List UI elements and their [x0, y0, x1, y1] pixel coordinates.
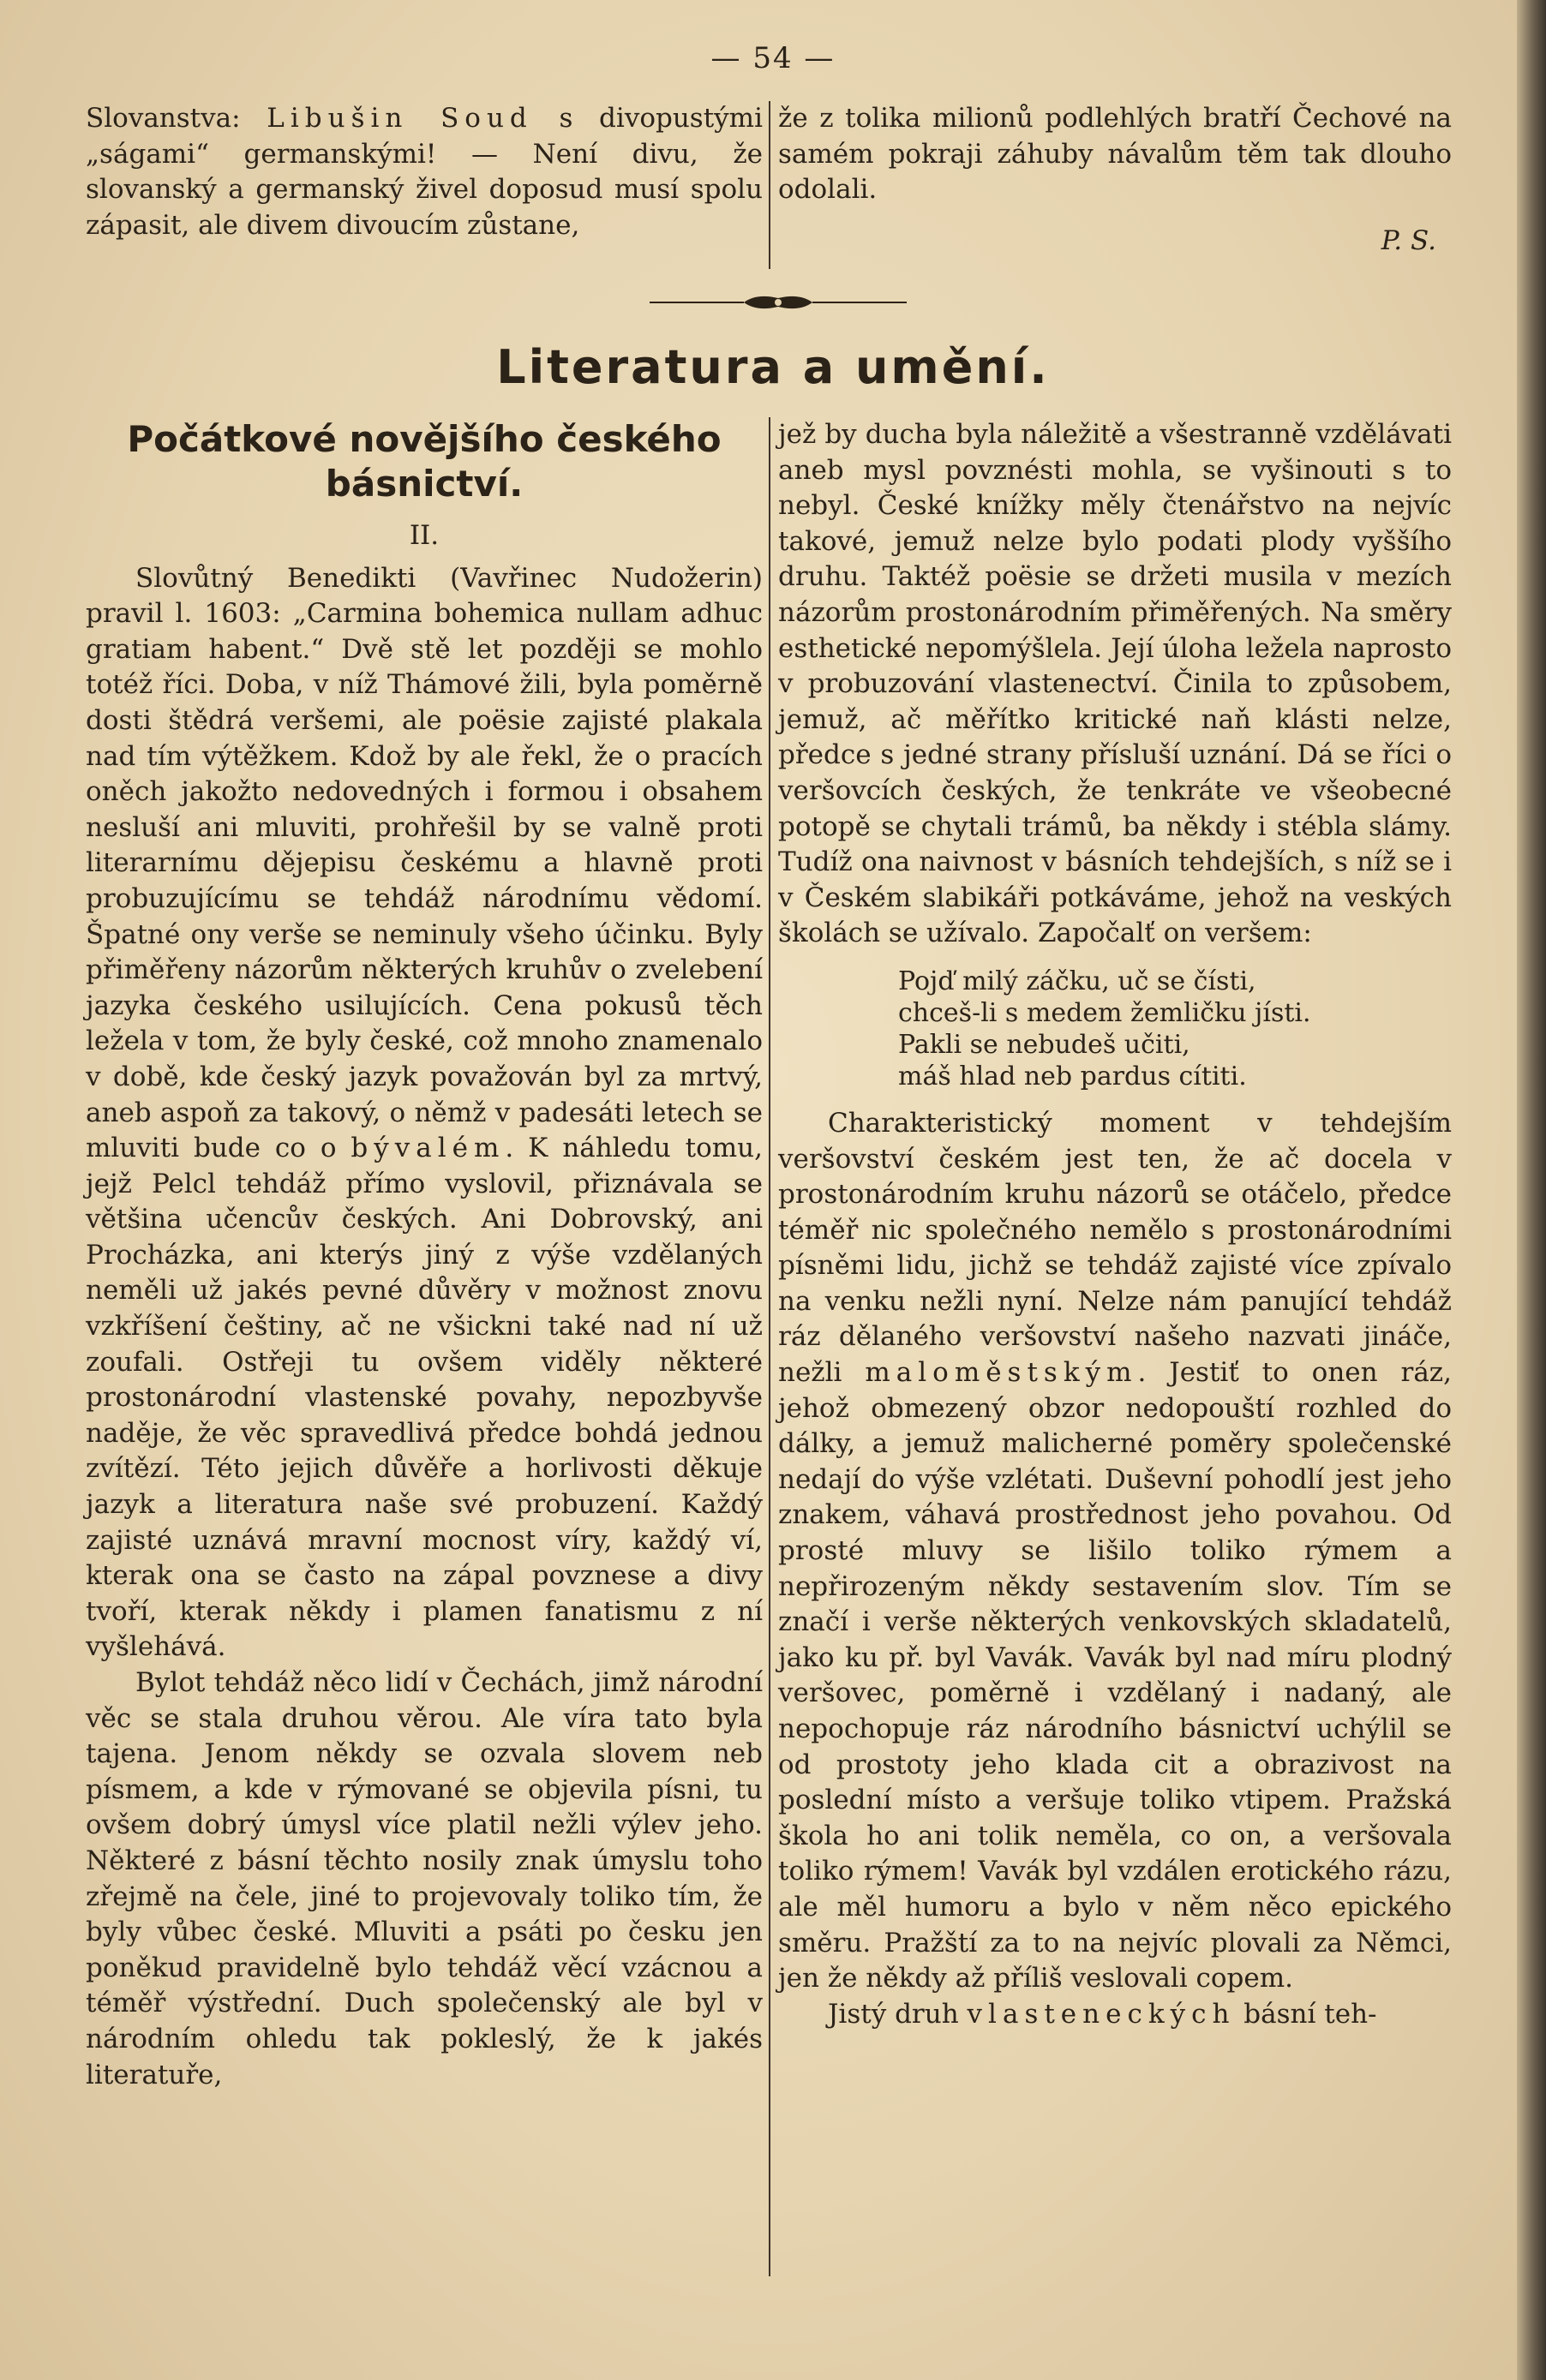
spaced-word: maloměstským — [865, 1357, 1138, 1389]
section-title: Literatura a umění. — [496, 340, 1050, 394]
article-paragraph-2: Bylot tehdáž něco lidí v Čechách, jimž národní věc se stala druhou věrou. Ale víra tato byla tajena. Jenom někdy se ozvala slovem neb písmem, a kde v rýmované se objevila písni, tu ovšem dobrý úmysl více platil nežli výlev jeho. Některé z básní těchto nosily znak úmyslu toho zřejmě na čele, jiné to projevovaly toliko tím, že byly vůbec české. Mluviti a psáti po česku jen poněkud pravidelně bylo tehdáž věcí vzácnou a téměř výstřední. Duch společenský ale byl v národním ohledu tak pokleslý, že k jakés literatuře, — [86, 1667, 763, 2090]
article-paragraph-1 — [86, 561, 763, 1665]
paragraph-text: Jistý druh — [828, 1998, 968, 2030]
spaced-word: bývalém — [351, 1133, 506, 1164]
verse-line: máš hlad neb pardus cítiti. — [898, 1061, 1247, 1091]
ornament-divider-icon — [650, 291, 907, 314]
article-paragraph-3: jež by ducha byla náležitě a všestranně vzdělávati aneb mysl povznésti mohla, se vyšinouti s to nebyl. České knížky měly čtenářstvo na nejvíc takové, jemuž nelze bylo podati plody vyššího druhu. Taktéž poësie se držeti musila v mezích názorům prostonárodním přiměřených. Na směry esthetické nepomýšlela. Její úloha ležela naprosto v probuzování vlastenectví. Činila to způsobem, jemuž, ač měřítko kritické naň klásti nelze, předce s jedné strany přísluší uznání. Dá se říci o veršovcích českých, že tenkráte ve všeobecné potopě se chytali trámů, ba někdy i stébla slámy. Tudíž ona naivnost v básních tehdejších, s níž se i v Českém slabikáři potkáváme, jehož na veských školách se užívalo. Započalť on veršem: — [778, 419, 1452, 949]
top-left-column — [86, 101, 763, 243]
top-left-text-2: s divopustými „ságami“ germanskými! — Není divu, že slovanský a germanský živel doposud musí spolu zápasit, ale divem divoucím zůstane, — [86, 103, 763, 241]
paragraph-text: Slovůtný Benedikti (Vavřinec Nudožerin) pravil l. 1603: „Carmina bohemica nullam adhuc gratiam habent.“ Dvě stě let později se mohlo totéž říci. Doba, v níž Thámové žili, byla poměrně dosti štědrá veršemi, ale poësie zajisté plakala nad tím výtěžkem. Kdož by ale řekl, že o pracích oněch jakožto nedovedných i formou i obsahem nesluší ani mluviti, prohřešil by se valně proti literarnímu dějepisu českému a hlavně proti probuzujícímu se tehdáž národnímu vědomí. Špatné ony verše se neminuly všeho účinku. Byly přiměřeny názorům některých kruhův o zvelebení jazyka českého usilujících. Cena pokusů těch ležela v tom, že byly české, což mnoho znamenalo v době, kde český jazyk považován byl za mrtvý, aneb aspoň za takový, o němž v padesáti letech se mluviti bude co o — [86, 562, 763, 1164]
article-part-number: II. — [409, 520, 440, 551]
author-signature: P. S. — [1381, 224, 1436, 256]
paragraph-text: . K náhledu tomu, jejž Pelcl tehdáž přímo vyslovil, přiznávala se většina učencův českých. Ani Dobrovský, ani Procházka, ani kterýs jiný z výše vzdělaných neměli už jakés pevné důvěry v možnost znovu vzkříšení češtiny, ač ne všickni také nad ní už zoufali. Ostřeji tu ovšem viděly některé prostonárodní vlastenské povahy, nepozbyvše naděje, že věc spravedlivá předce bohdá jednou zvítězí. Této jejich důvěře a horlivosti děkuje jazyk a literatura naše své probuzení. Každý zajisté uznává mravní mocnost víry, každý ví, kterak ona se často na zápal povznese a divy tvoří, kterak někdy i plamen fanatismu z ní vyšlehává. — [86, 1133, 763, 1663]
verse-block — [898, 966, 1452, 1092]
article-paragraph-4 — [778, 1106, 1452, 1997]
top-left-paragraph — [86, 101, 763, 243]
article-left-column — [86, 417, 763, 2093]
spaced-word: vlasteneckých — [967, 1998, 1236, 2030]
verse-line: chceš-li s medem žemličku jísti. — [898, 997, 1311, 1028]
verse-line: Pojď milý záčku, uč se čísti, — [898, 966, 1256, 996]
paragraph-text: básní teh- — [1235, 1998, 1377, 2030]
top-right-column — [778, 101, 1452, 259]
article-right-column — [778, 417, 1452, 2032]
paragraph-text: Charakteristický moment v tehdejším veršovství českém jest ten, že ač docela v prostonárodním kruhu názorů se otáčelo, předce téměř nic společného nemělo s prostonárodními písněmi lidu, jichž se tehdáž zajisté více zpívalo na venku nežli nyní. Nelze nám panující tehdáž ráz dělaného veršovství našeho nazvati jináče, nežli — [778, 1107, 1452, 1389]
verse-line: Pakli se nebudeš učiti, — [898, 1029, 1190, 1060]
article-title: Počátkové novějšího českého básnictví. — [127, 418, 722, 505]
article-paragraph-5 — [778, 1997, 1452, 2033]
top-right-paragraph: že z tolika milionů podlehlých bratří Čechové na samém pokraji záhuby návalům těm tak dlouho odolali. — [778, 103, 1452, 206]
paragraph-text: . Jestiť to onen ráz, jehož obmezený obzor nedopouští rozhled do dálky, a jemuž malicherné poměry společenské nedají do výše vzlétati. Duševní pohodlí jest jeho znakem, váhavá prostřednost jeho povahou. Od prosté mluvy se lišilo toliko rýmem a nepřirozeným někdy sestavením slov. Tím se značí i verše některých venkovských skladatelů, jako ku př. byl Vavák. Vavák byl nad míru plodný veršovec, poměrně i vzdělaný i nadaný, ale nepochopuje ráz národního básnictví uchýlil se od prostoty jeho klada cit a obrazivost na poslední místo a veršuje toliko vtipem. Pražská škola ho ani tolik neměla, co on, a veršovala toliko rýmem! Vavák byl vzdálen erotického rázu, ale měl humoru a bylo v něm něco epického směru. Pražští za to na nejvíc plovali za Němci, jen že někdy až příliš veslovali copem. — [778, 1357, 1452, 1994]
page-number: — 54 — — [710, 41, 836, 75]
spaced-title: Libušin Soud — [267, 103, 533, 134]
article-column-divider — [769, 417, 770, 2276]
top-left-text-1: Slovanstva: — [86, 103, 267, 134]
top-column-divider — [769, 101, 770, 269]
